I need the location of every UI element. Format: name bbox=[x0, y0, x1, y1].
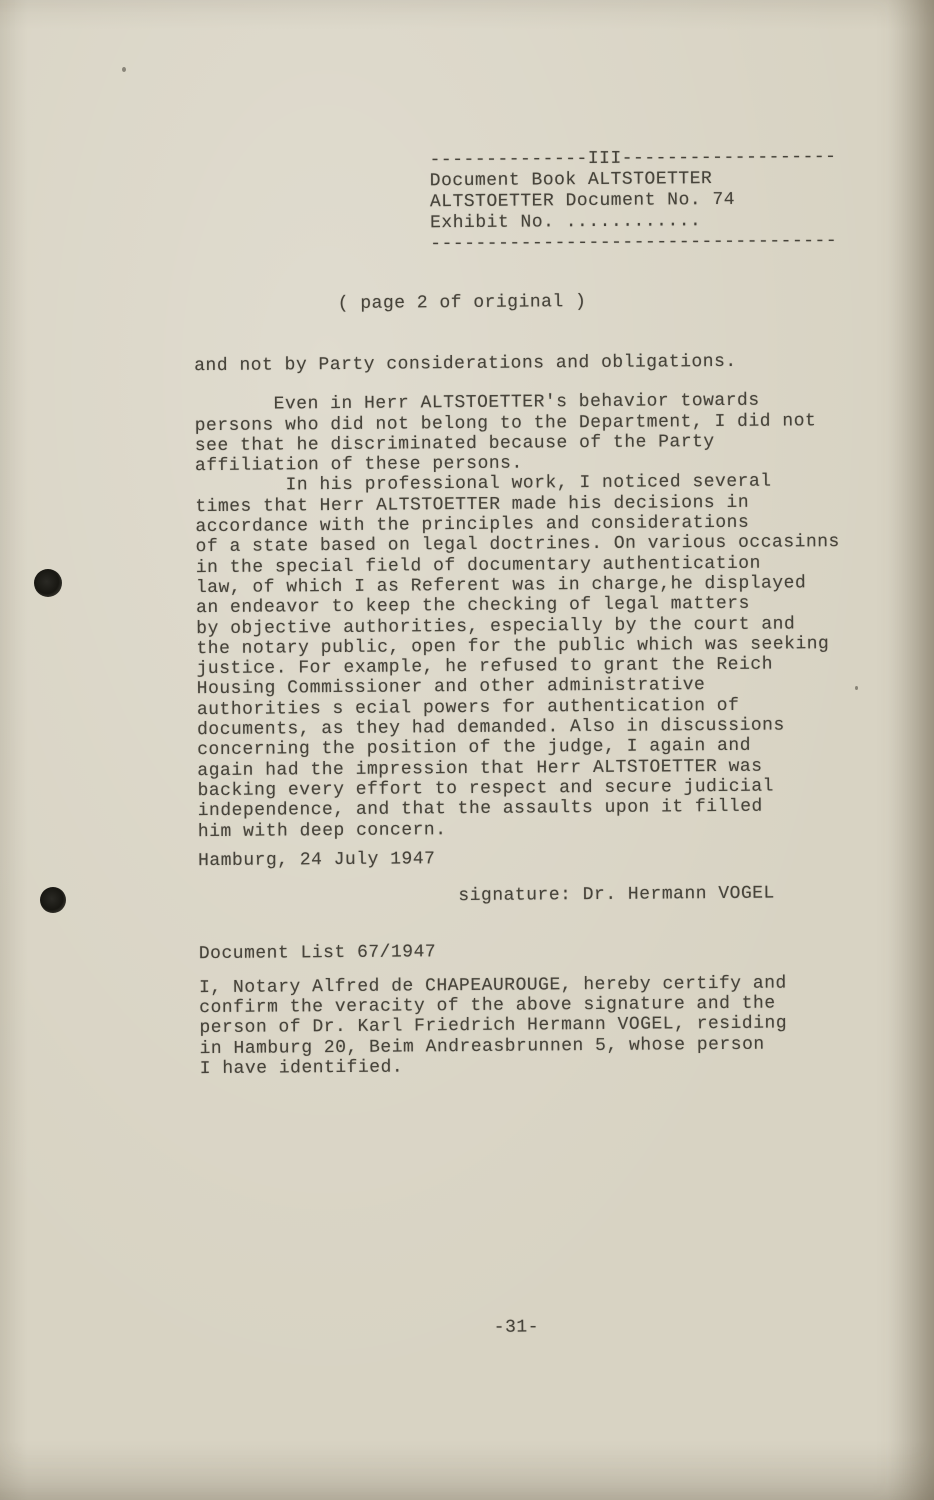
document-list-heading: Document List 67/1947 bbox=[198, 942, 437, 965]
paragraph-behavior: Even in Herr ALTSTOETTER's behavior towards persons who did not belong to the Department, I did not see that he discriminated because of the Party affiliation of these persons. bbox=[194, 390, 817, 477]
page-number bbox=[5, 1314, 934, 1342]
page-subtitle: ( page 2 of original ) bbox=[337, 292, 587, 315]
stamp-exhibit-number: Exhibit No. ............ bbox=[430, 211, 702, 234]
stamp-document-number: ALTSTOETTER Document No. 74 bbox=[429, 189, 736, 213]
stamp-document-book: Document Book ALTSTOETTER bbox=[429, 169, 713, 192]
paragraph-professional-work: In his professional work, I noticed several times that Herr ALTSTOETTER made his decisions in accordance with the principles and considerations of a state based on legal doctrines. On various occasinns in the special field of documentary authentication law, of which I as Referent was in charge,he displayed an endeavor to keep the checking of legal matters by objective authorities, especially by the court and the notary public, open for the public which was seeking justice. For example, he refused to grant the Reich Housing Commissioner and other administrative authorities s ecial powers for authentication of documents, as they had demanded. Also in discussions concerning the position of the judge, I again and again had the impression that Herr ALTSTOETTER was backing every effort to respect and secure judicial independence, and that the assaults upon it filled him with deep concern. bbox=[195, 472, 840, 842]
dateline: Hamburg, 24 July 1947 bbox=[198, 849, 436, 871]
stamp-bottom-rule: ------------------------------------ bbox=[430, 231, 838, 255]
stamp-top-rule: --------------III------------------- bbox=[429, 147, 837, 171]
signature-line: signature: Dr. Hermann VOGEL bbox=[458, 883, 775, 907]
certification-paragraph: I, Notary Alfred de CHAPEAUROUGE, hereby certify and confirm the veracity of the above signature and the person of Dr. Karl Friedrich Hermann VOGEL, residing in Hamburg 20, Beim Andreasbrunnen 5, whose person I have identified. bbox=[199, 973, 788, 1080]
intro-line: and not by Party considerations and obligations. bbox=[194, 351, 737, 377]
page-number-value: -31- bbox=[493, 1317, 540, 1338]
document-body bbox=[194, 351, 890, 1080]
header-stamp bbox=[430, 147, 838, 255]
